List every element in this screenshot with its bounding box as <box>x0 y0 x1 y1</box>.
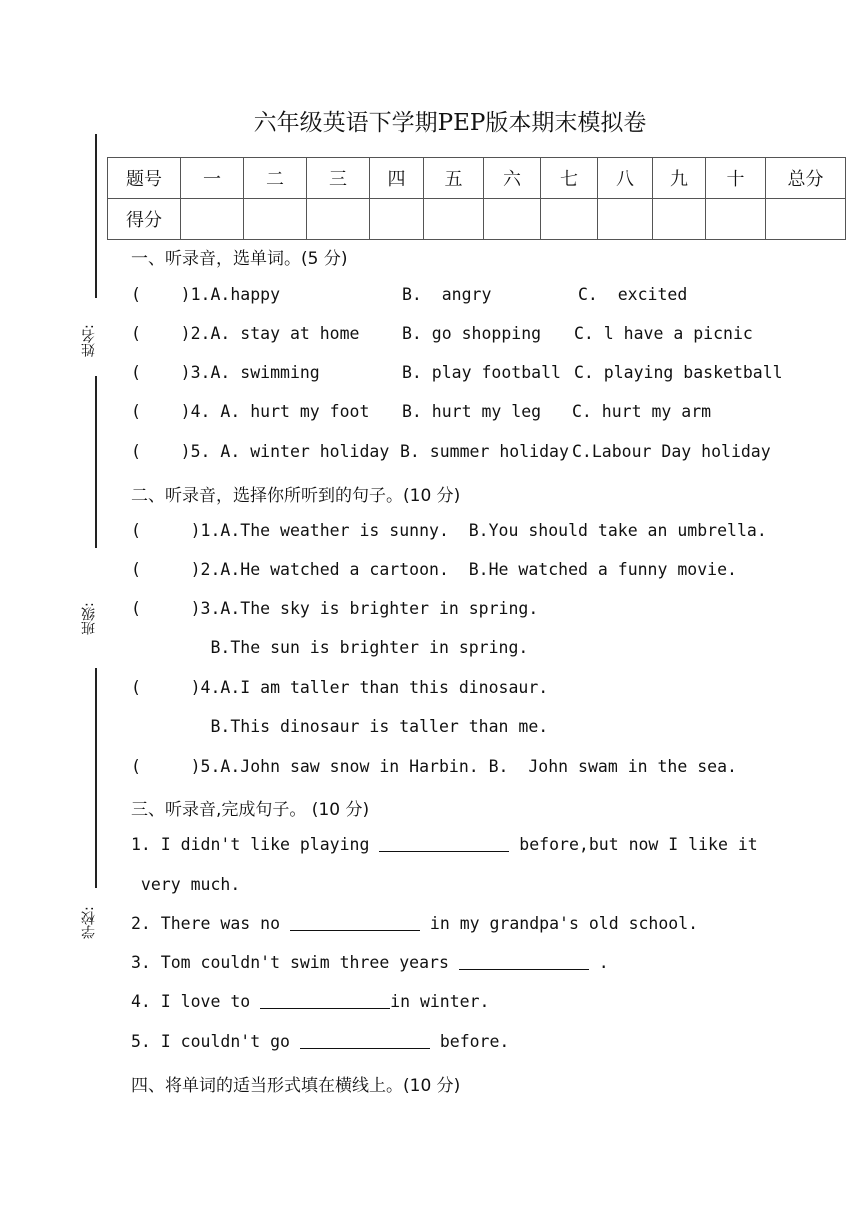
score-cell[interactable] <box>307 199 370 240</box>
fill-sentence <box>131 914 698 933</box>
score-cell[interactable] <box>653 199 706 240</box>
answer-blank[interactable] <box>260 992 390 1009</box>
header-cell: 七 <box>541 158 598 199</box>
header-cell: 四 <box>370 158 424 199</box>
score-cell[interactable] <box>181 199 244 240</box>
question-row <box>131 402 369 421</box>
option-a: ( )5. A. winter holiday <box>131 442 390 461</box>
answer-blank[interactable] <box>300 1032 430 1049</box>
header-cell: 五 <box>424 158 484 199</box>
score-cell[interactable] <box>484 199 541 240</box>
score-table-header-row <box>108 158 846 199</box>
fill-sentence <box>131 875 240 894</box>
sentence-line: ( )4.A.I am taller than this dinosaur. <box>131 678 549 697</box>
option-b: B. hurt my leg <box>402 402 542 421</box>
score-table-score-row <box>108 199 846 240</box>
score-cell[interactable] <box>766 199 846 240</box>
question-row <box>131 363 320 382</box>
option-a: ( )4. A. hurt my foot <box>131 402 370 421</box>
fill-sentence <box>131 992 489 1011</box>
class-label: 班级: <box>81 602 97 636</box>
score-cell[interactable] <box>424 199 484 240</box>
option-c: C. excited <box>578 285 688 304</box>
score-cell[interactable] <box>244 199 307 240</box>
sentence-text: 3. Tom couldn't swim three years <box>131 953 459 972</box>
binding-line <box>95 134 97 298</box>
sentence-line: B.This dinosaur is taller than me. <box>131 717 549 736</box>
binding-line <box>95 668 97 888</box>
header-cell: 题号 <box>108 158 181 199</box>
sentence-text: very much. <box>131 875 241 894</box>
name-label: 姓名: <box>81 324 97 358</box>
sentence-text: before,but now I like it <box>509 835 758 854</box>
option-b: B. go shopping <box>402 324 542 343</box>
section-2-heading: 二、听录音，选择你所听到的句子。(10 分) <box>131 486 461 506</box>
sentence-line: B.The sun is brighter in spring. <box>131 638 529 657</box>
school-label: 学校: <box>81 906 97 940</box>
option-a: ( )3.A. swimming <box>131 363 320 382</box>
option-b: B. play football <box>402 363 561 382</box>
sentence-line: ( )5.A.John saw snow in Harbin. B. John swam in the sea. <box>131 757 737 776</box>
fill-sentence <box>131 835 758 854</box>
sentence-text: before. <box>429 1032 510 1051</box>
option-c: C. hurt my arm <box>572 402 712 421</box>
option-a: ( )1.A.happy <box>131 285 281 304</box>
option-b: B. angry <box>402 285 492 304</box>
option-b: B. summer holiday <box>400 442 569 461</box>
score-table <box>107 157 846 240</box>
score-cell[interactable] <box>598 199 653 240</box>
section-4-heading: 四、将单词的适当形式填在横线上。(10 分) <box>131 1076 461 1096</box>
sentence-text: . <box>588 953 609 972</box>
score-label-cell: 得分 <box>108 199 181 240</box>
question-row <box>131 285 280 304</box>
fill-sentence <box>131 1032 509 1051</box>
option-c: C. l have a picnic <box>574 324 753 343</box>
answer-blank[interactable] <box>379 835 509 852</box>
header-cell: 总分 <box>766 158 846 199</box>
header-cell: 十 <box>706 158 766 199</box>
header-cell: 八 <box>598 158 653 199</box>
binding-line <box>95 376 97 548</box>
section-3-heading: 三、听录音,完成句子。 (10 分) <box>131 800 370 820</box>
option-c: C.Labour Day holiday <box>572 442 771 461</box>
sentence-text: in winter. <box>390 992 490 1011</box>
question-row <box>131 442 389 461</box>
option-a: ( )2.A. stay at home <box>131 324 360 343</box>
sentence-text: 2. There was no <box>131 914 290 933</box>
header-cell: 二 <box>244 158 307 199</box>
option-c: C. playing basketball <box>574 363 783 382</box>
answer-blank[interactable] <box>290 914 420 931</box>
sentence-text: 5. I couldn't go <box>131 1032 300 1051</box>
header-cell: 九 <box>653 158 706 199</box>
score-cell[interactable] <box>706 199 766 240</box>
score-cell[interactable] <box>541 199 598 240</box>
sentence-text: 4. I love to <box>131 992 261 1011</box>
sentence-line: ( )2.A.He watched a cartoon. B.He watched a funny movie. <box>131 560 737 579</box>
header-cell: 六 <box>484 158 541 199</box>
sentence-line: ( )3.A.The sky is brighter in spring. <box>131 599 539 618</box>
sentence-text: in my grandpa's old school. <box>419 914 699 933</box>
page-title: 六年级英语下学期PEP版本期末模拟卷 <box>253 110 647 136</box>
score-cell[interactable] <box>370 199 424 240</box>
header-cell: 三 <box>307 158 370 199</box>
sentence-text: 1. I didn't like playing <box>131 835 380 854</box>
section-1-heading: 一、听录音，选单词。(5 分) <box>131 249 348 269</box>
sentence-line: ( )1.A.The weather is sunny. B.You should take an umbrella. <box>131 521 767 540</box>
fill-sentence <box>131 953 609 972</box>
answer-blank[interactable] <box>459 953 589 970</box>
question-row <box>131 324 359 343</box>
header-cell: 一 <box>181 158 244 199</box>
